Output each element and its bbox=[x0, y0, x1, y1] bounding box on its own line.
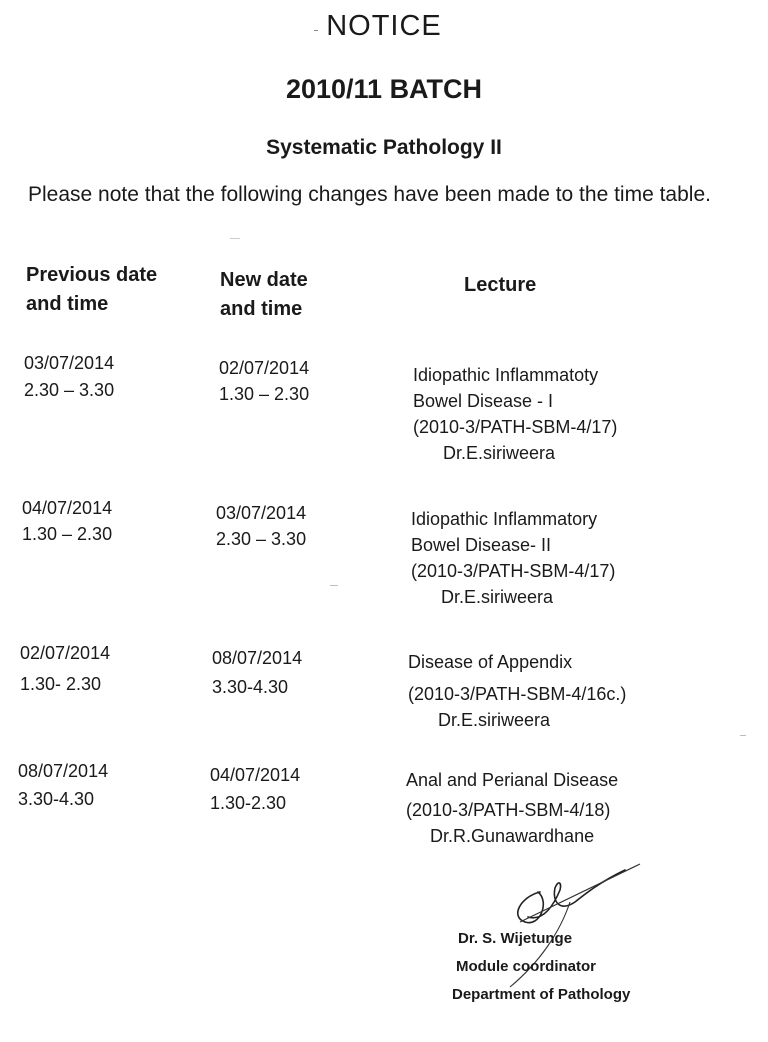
previous-date: 02/07/2014 bbox=[20, 643, 111, 663]
signatory-block bbox=[452, 925, 630, 1009]
header-lecture: Lecture bbox=[464, 274, 537, 296]
lecturer-name: Dr.E.siriweera bbox=[443, 443, 556, 463]
header-previous-date-time: Previous date and time bbox=[26, 264, 158, 315]
scan-speck bbox=[740, 735, 746, 736]
batch-title: 2010/11 BATCH bbox=[285, 74, 483, 104]
new-date: 08/07/2014 bbox=[212, 648, 303, 668]
notice-title: NOTICE bbox=[326, 10, 442, 42]
lecture-code: (2010-3/PATH-SBM-4/18) bbox=[406, 800, 611, 820]
subject-title: Systematic Pathology II bbox=[266, 136, 502, 159]
previous-date: 04/07/2014 bbox=[22, 498, 113, 518]
lecture-details bbox=[413, 362, 617, 466]
signatory-name: Dr. S. Wijetunge bbox=[458, 930, 573, 947]
scan-speck bbox=[314, 30, 318, 31]
lecture-title-line1: Idiopathic Inflammatory bbox=[411, 509, 598, 529]
previous-date: 08/07/2014 bbox=[18, 761, 109, 781]
new-time: 2.30 – 3.30 bbox=[216, 529, 307, 549]
signatory-role: Module coordinator bbox=[456, 958, 596, 975]
scan-speck bbox=[230, 238, 240, 239]
previous-time: 2.30 – 3.30 bbox=[24, 380, 115, 400]
new-date: 02/07/2014 bbox=[219, 358, 310, 378]
new-time: 1.30 – 2.30 bbox=[219, 384, 310, 404]
lecturer-name: Dr.E.siriweera bbox=[438, 710, 551, 730]
lecture-code: (2010-3/PATH-SBM-4/16c.) bbox=[408, 684, 627, 704]
lecturer-name: Dr.E.siriweera bbox=[441, 587, 554, 607]
intro-paragraph: Please note that the following changes have been made to the time table. bbox=[28, 183, 711, 206]
lecture-title-line2: Bowel Disease - I bbox=[413, 391, 554, 411]
lecture-details bbox=[406, 767, 618, 849]
lecture-title-line1: Idiopathic Inflammatoty bbox=[413, 365, 599, 385]
new-date: 04/07/2014 bbox=[210, 765, 301, 785]
lecture-title-line2: Bowel Disease- II bbox=[411, 535, 552, 555]
scan-speck bbox=[330, 585, 338, 586]
previous-time: 1.30- 2.30 bbox=[20, 674, 102, 694]
signatory-department: Department of Pathology bbox=[452, 986, 631, 1003]
previous-time: 1.30 – 2.30 bbox=[22, 524, 113, 544]
header-new-date-time: New date and time bbox=[220, 269, 308, 320]
lecture-title-line1: Anal and Perianal Disease bbox=[406, 770, 619, 790]
new-time: 3.30-4.30 bbox=[212, 677, 289, 697]
lecturer-name: Dr.R.Gunawardhane bbox=[430, 826, 595, 846]
lecture-details bbox=[408, 649, 626, 733]
lecture-code: (2010-3/PATH-SBM-4/17) bbox=[413, 417, 618, 437]
lecture-code: (2010-3/PATH-SBM-4/17) bbox=[411, 561, 616, 581]
lecture-details bbox=[411, 506, 615, 610]
previous-date: 03/07/2014 bbox=[24, 353, 115, 373]
lecture-title-line1: Disease of Appendix bbox=[408, 652, 573, 672]
new-date: 03/07/2014 bbox=[216, 503, 307, 523]
previous-time: 3.30-4.30 bbox=[18, 789, 95, 809]
new-time: 1.30-2.30 bbox=[210, 793, 287, 813]
